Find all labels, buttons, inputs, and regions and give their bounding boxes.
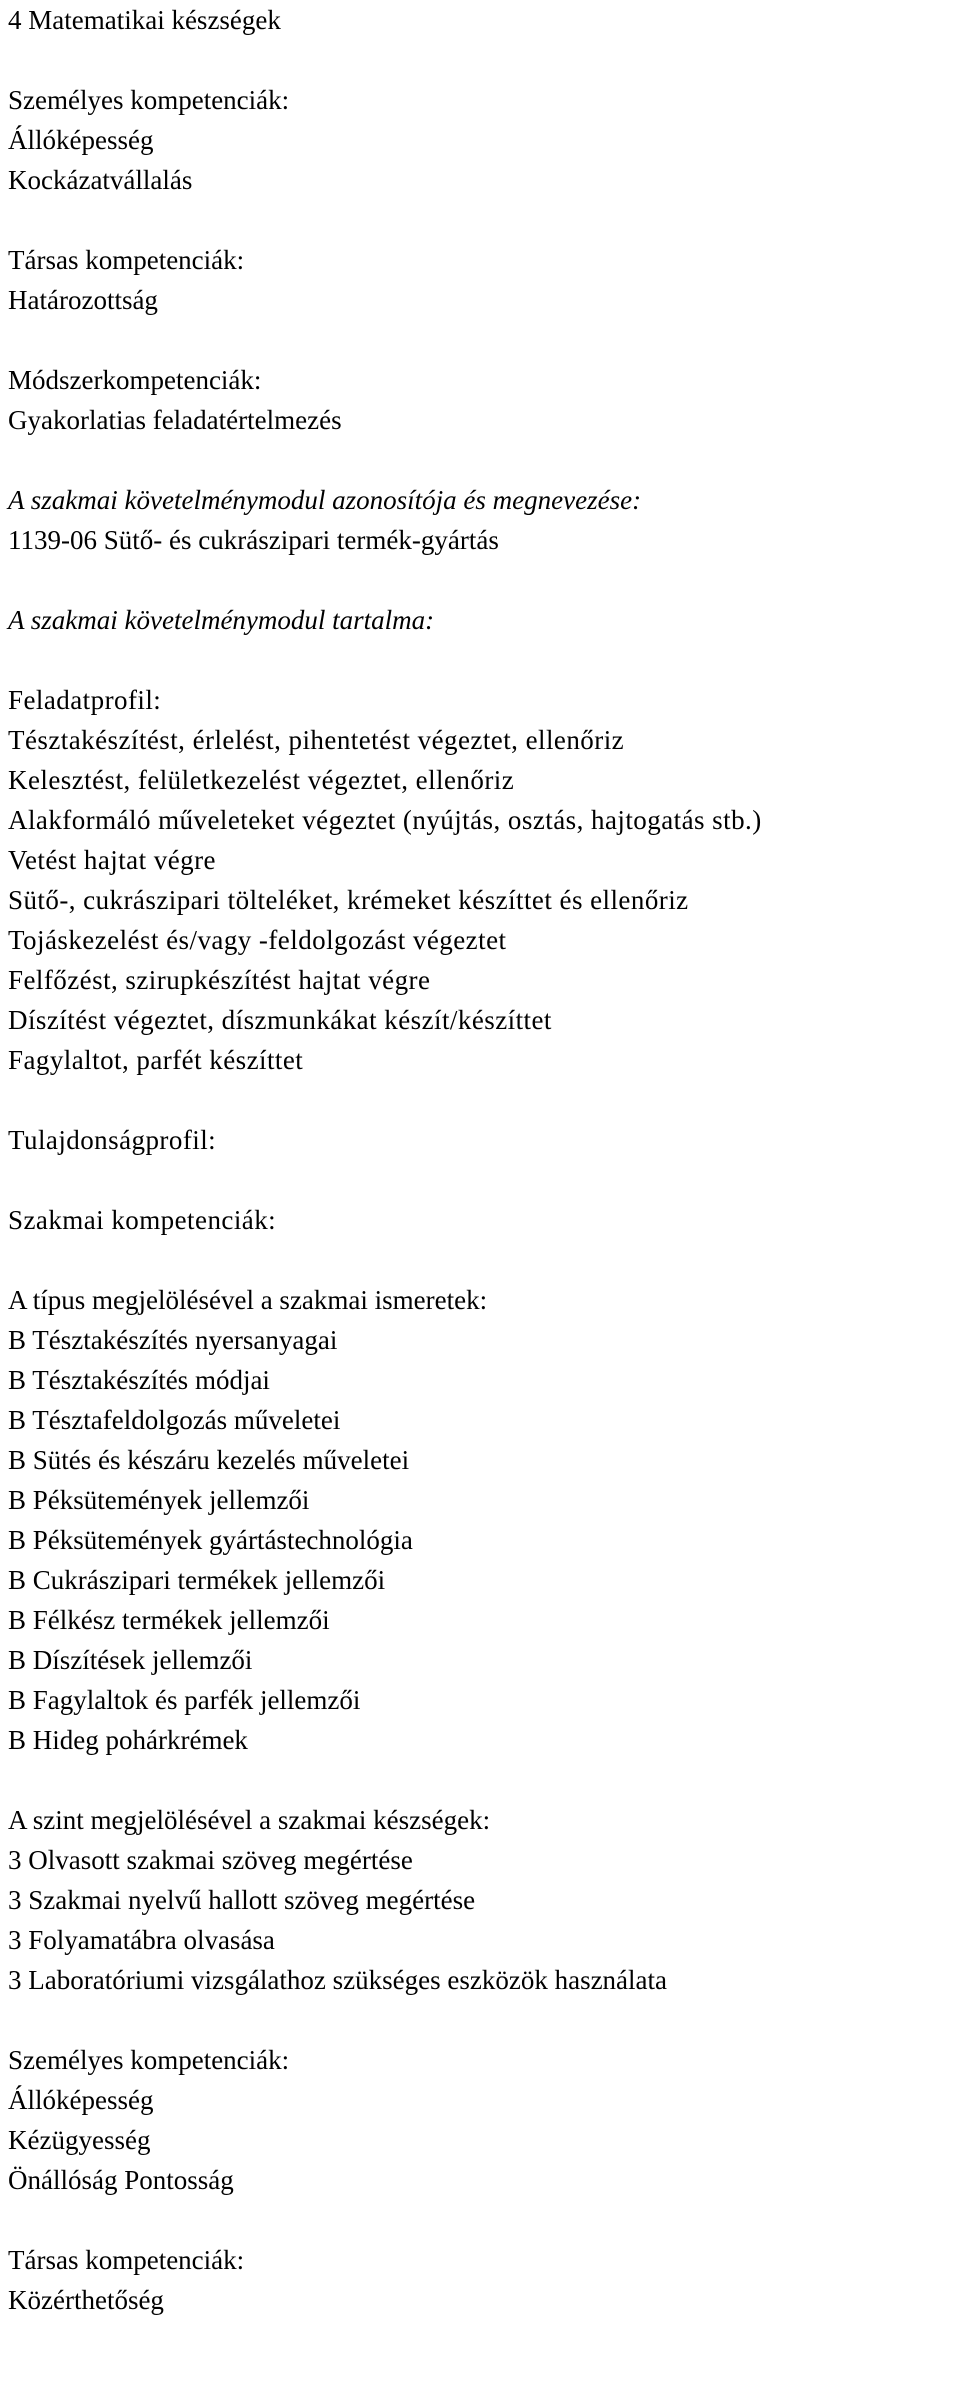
skills-item: 3 Szakmai nyelvű hallott szöveg megértése <box>8 1885 476 1915</box>
property-profile-header: Tulajdonságprofil: <box>8 1125 217 1155</box>
knowledge-item: B Díszítések jellemzői <box>8 1645 253 1675</box>
module-id-value: 1139-06 Sütő- és cukrászipari termék-gyártás <box>8 525 499 555</box>
knowledge-item: B Péksütemények jellemzői <box>8 1485 310 1515</box>
personal-competency-item: Állóképesség <box>8 2085 154 2115</box>
personal-competency-item: Állóképesség <box>8 125 154 155</box>
knowledge-item: B Hideg pohárkrémek <box>8 1725 248 1755</box>
method-competency-item: Gyakorlatias feladatértelmezés <box>8 405 342 435</box>
spacer <box>8 2000 960 2040</box>
spacer <box>8 1760 960 1800</box>
skills-item: 3 Folyamatábra olvasása <box>8 1925 275 1955</box>
task-profile-header: Feladatprofil: <box>8 685 162 715</box>
knowledge-item: B Tésztakészítés nyersanyagai <box>8 1325 338 1355</box>
task-profile-item: Sütő-, cukrászipari tölteléket, krémeket készíttet és ellenőriz <box>8 885 689 915</box>
task-profile-item: Tojáskezelést és/vagy -feldolgozást végeztet <box>8 925 507 955</box>
task-profile-item: Vetést hajtat végre <box>8 845 216 875</box>
knowledge-item: B Fagylaltok és parfék jellemzői <box>8 1685 361 1715</box>
skills-item: 3 Laboratóriumi vizsgálathoz szükséges eszközök használata <box>8 1965 668 1995</box>
task-profile-item: Fagylaltot, parfét készíttet <box>8 1045 304 1075</box>
spacer <box>8 320 960 360</box>
knowledge-item: B Tésztafeldolgozás műveletei <box>8 1405 341 1435</box>
task-profile-item: Díszítést végeztet, díszmunkákat készít/készíttet <box>8 1005 552 1035</box>
task-profile-item: Tésztakészítést, érlelést, pihentetést végeztet, ellenőriz <box>8 725 625 755</box>
personal-competency-item: Kézügyesség <box>8 2125 151 2155</box>
spacer <box>8 1160 960 1200</box>
task-profile-item: Alakformáló műveleteket végeztet (nyújtás, osztás, hajtogatás stb.) <box>8 805 762 835</box>
social-competencies-header: Társas kompetenciák: <box>8 245 245 275</box>
spacer <box>8 1240 960 1280</box>
knowledge-header: A típus megjelölésével a szakmai ismeretek: <box>8 1285 488 1315</box>
personal-competency-item: Kockázatvállalás <box>8 165 193 195</box>
spacer <box>8 2200 960 2240</box>
module-id-label: A szakmai követelménymodul azonosítója és megnevezése: <box>8 485 642 515</box>
knowledge-item: B Cukrászipari termékek jellemzői <box>8 1565 386 1595</box>
method-competencies-header: Módszerkompetenciák: <box>8 365 262 395</box>
skills-item: 3 Olvasott szakmai szöveg megértése <box>8 1845 413 1875</box>
social-competency-item: Határozottság <box>8 285 158 315</box>
module-content-label: A szakmai követelménymodul tartalma: <box>8 605 435 635</box>
spacer <box>8 560 960 600</box>
skills-header: A szint megjelölésével a szakmai készségek: <box>8 1805 491 1835</box>
spacer <box>8 440 960 480</box>
personal-competencies-header: Személyes kompetenciák: <box>8 2045 290 2075</box>
spacer <box>8 200 960 240</box>
knowledge-item: B Péksütemények gyártástechnológia <box>8 1525 413 1555</box>
professional-competencies-header: Szakmai kompetenciák: <box>8 1205 277 1235</box>
task-profile-item: Felfőzést, szirupkészítést hajtat végre <box>8 965 431 995</box>
skill-line: 4 Matematikai készségek <box>8 5 281 35</box>
spacer <box>8 1080 960 1120</box>
personal-competency-item: Önállóság Pontosság <box>8 2165 234 2195</box>
personal-competencies-header: Személyes kompetenciák: <box>8 85 290 115</box>
social-competencies-header: Társas kompetenciák: <box>8 2245 245 2275</box>
knowledge-item: B Tésztakészítés módjai <box>8 1365 270 1395</box>
knowledge-item: B Sütés és készáru kezelés műveletei <box>8 1445 410 1475</box>
spacer <box>8 640 960 680</box>
task-profile-item: Kelesztést, felületkezelést végeztet, ellenőriz <box>8 765 515 795</box>
knowledge-item: B Félkész termékek jellemzői <box>8 1605 330 1635</box>
social-competency-item: Közérthetőség <box>8 2285 164 2315</box>
spacer <box>8 40 960 80</box>
